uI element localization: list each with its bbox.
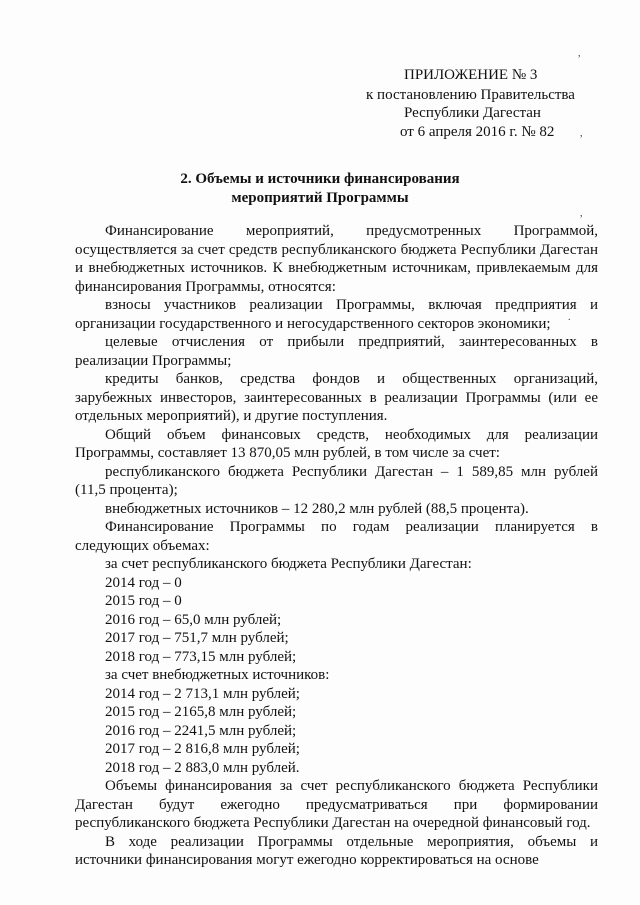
paragraph-republic-budget-share: республиканского бюджета Республики Дагестан – 1 589,85 млн рублей (11,5 процента); [75, 463, 598, 498]
paragraph-financing-sources: Финансирование мероприятий, предусмотренных Программой, осуществляется за счет средств республиканского бюджета Республики Дагестан и внебюджетных источников. К внебюджетным источникам, привлекаемым для финансирования Программы, относятся: [75, 223, 598, 295]
annex-line-date: от 6 апреля 2016 г. № 82 [400, 123, 555, 140]
section-title [0, 170, 640, 207]
annex-line-resolution: к постановлению Правительства [366, 86, 575, 103]
list-item: 2014 год – 0 [105, 574, 182, 591]
paragraph-bank-credits: кредиты банков, средства фондов и общественных организаций, зарубежных инвесторов, заинтересованных в реализации Программы (или ее отдельных мероприятий), и другие поступления. [75, 371, 598, 424]
paragraph-participant-contributions: взносы участников реализации Программы, включая предприятия и организации государственного и негосударственного секторов экономики; [75, 297, 598, 332]
scan-mark: , [580, 128, 583, 139]
list-item: 2017 год – 751,7 млн рублей; [105, 630, 289, 646]
paragraph-by-years: Финансирование Программы по годам реализации планируется в следующих объемах: [75, 519, 598, 554]
list-item: 2016 год – 2241,5 млн рублей; [105, 722, 297, 739]
extrabudget-list-heading: за счет внебюджетных источников: [105, 667, 330, 683]
annex-number: ПРИЛОЖЕНИЕ № 3 [404, 67, 538, 83]
list-item: 2016 год – 65,0 млн рублей; [105, 611, 282, 628]
list-item: 2014 год – 2 713,1 млн рублей; [105, 685, 300, 702]
paragraph-extrabudget-share: внебюджетных источников – 12 280,2 млн рублей (88,5 процента). [105, 500, 529, 517]
list-item: 2018 год – 773,15 млн рублей; [105, 648, 297, 665]
annex-header [360, 66, 600, 141]
paragraph-targeted-deductions: целевые отчисления от прибыли предприятий, заинтересованных в реализации Программы; [75, 334, 598, 369]
document-body [75, 222, 598, 870]
list-item: 2015 год – 0 [105, 593, 182, 609]
section-title-line-2: мероприятий Программы [231, 189, 409, 206]
section-title-line-1: 2. Объемы и источники финансирования [180, 171, 460, 187]
list-item: 2017 год – 2 816,8 млн рублей; [105, 741, 300, 757]
scan-mark: , [580, 208, 583, 219]
list-item: 2015 год – 2165,8 млн рублей; [105, 704, 297, 720]
budget-list-heading: за счет республиканского бюджета Республики Дагестан: [105, 556, 472, 572]
paragraph-adjustments: В ходе реализации Программы отдельные мероприятия, объемы и источники финансирования могут ежегодно корректироваться на основе [75, 833, 598, 868]
paragraph-annual-provision: Объемы финансирования за счет республиканского бюджета Республики Дагестан будут ежегодно предусматриваться при формировании республиканского бюджета Республики Дагестан на очередной финансовый год. [75, 778, 598, 831]
scan-mark: . [568, 312, 571, 323]
annex-line-republic: Республики Дагестан [404, 105, 541, 121]
paragraph-total-volume: Общий объем финансовых средств, необходимых для реализации Программы, составляет 13 870,05 млн рублей, в том числе за счет: [75, 426, 598, 461]
list-item: 2018 год – 2 883,0 млн рублей. [105, 759, 300, 776]
scan-mark: , [578, 48, 581, 59]
